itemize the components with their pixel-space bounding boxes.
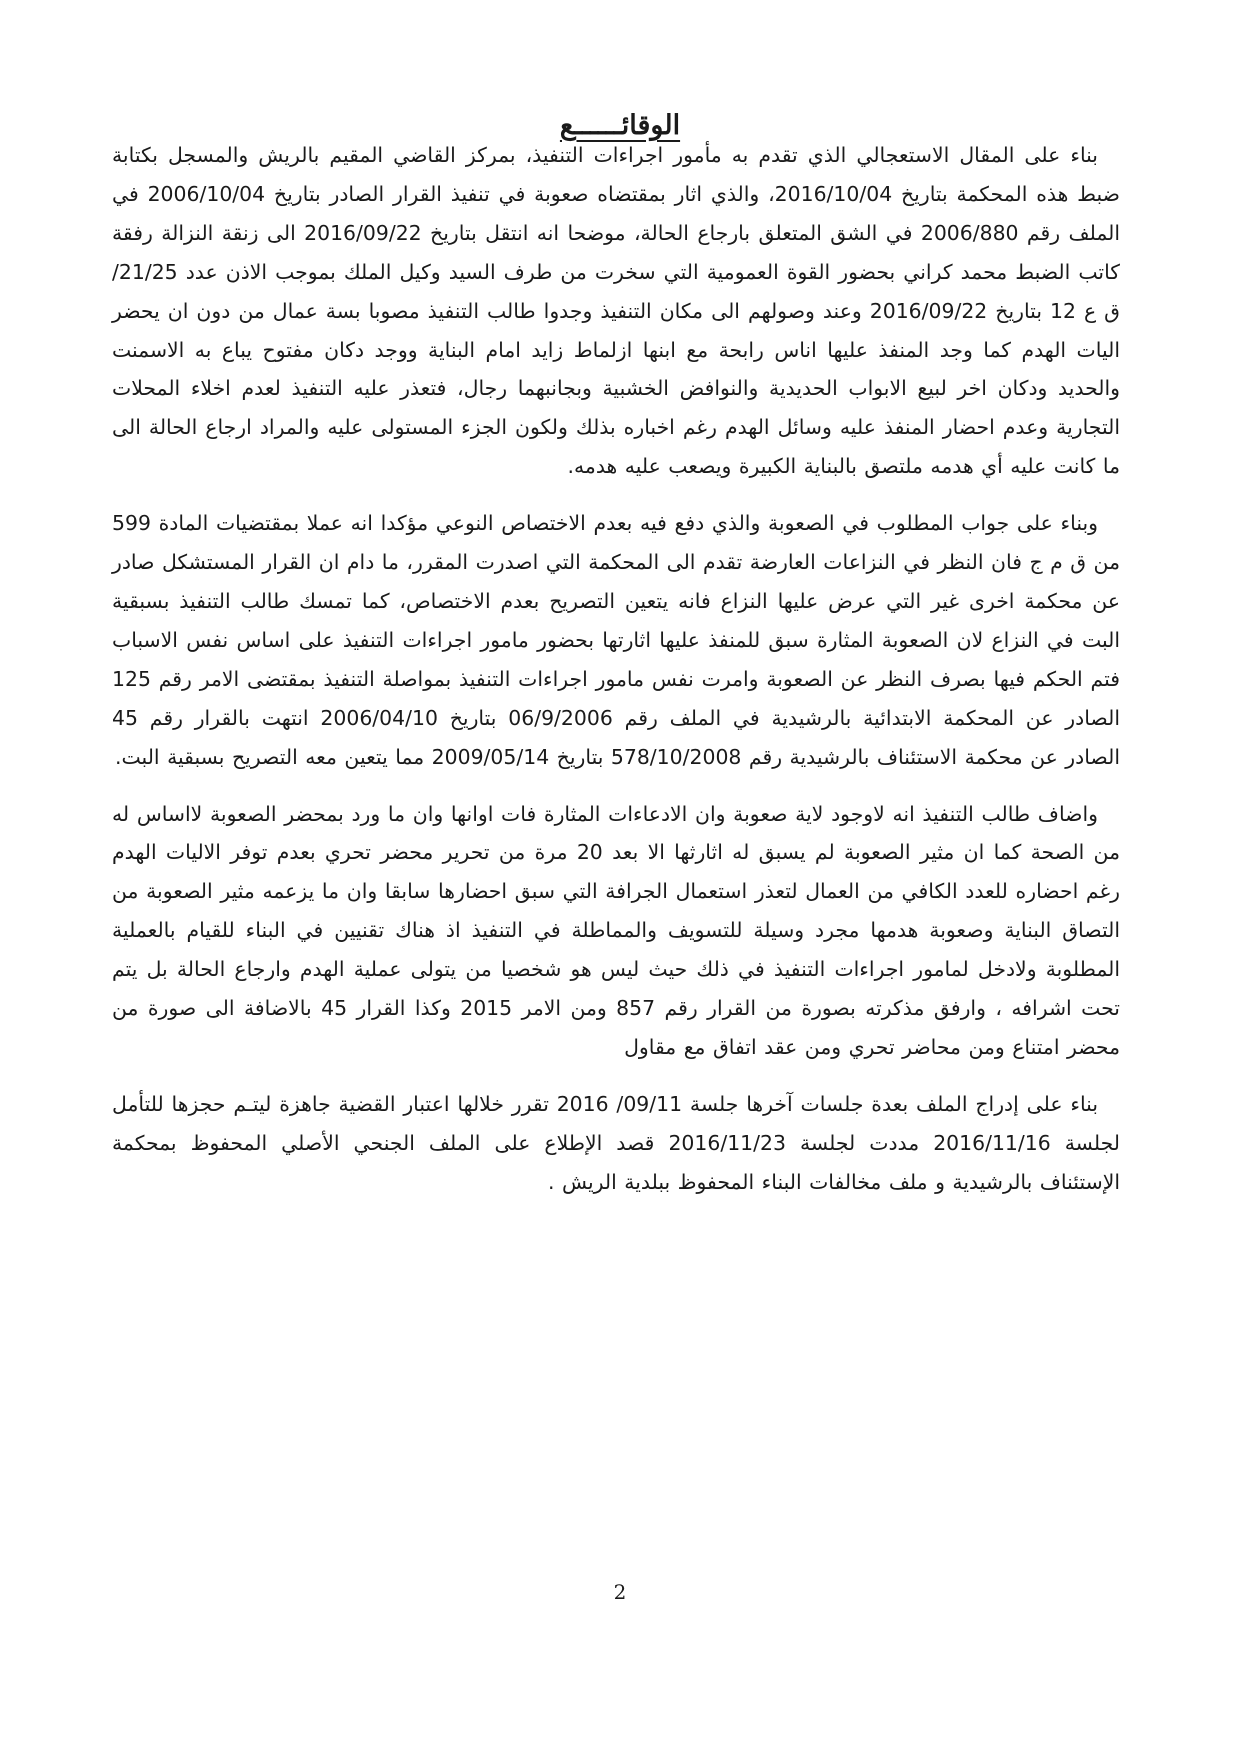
- paragraph-respondent-answer: وبناء على جواب المطلوب في الصعوبة والذي دفع فيه بعدم الاختصاص النوعي مؤكدا انه عملا بمقتضيات المادة 599 من ق م ج فان النظر في النزاعات العارضة تقدم الى المحكمة التي اصدرت المقرر، ما دام ان القرار المستشكل صادر عن محكمة اخرى غير التي عرض عليها النزاع فانه يتعين التصريح بعدم الاختصاص، كما تمسك طالب التنفيذ بسبقية البت في النزاع لان الصعوبة المثارة سبق للمنفذ عليها اثارتها بحضور مامور اجراءات التنفيذ على اساس نفس الاسباب فتم الحكم فيها بصرف النظر عن الصعوبة وامرت نفس مامور اجراءات التنفيذ بمواصلة التنفيذ بمقتضى الامر رقم 125 الصادر عن المحكمة الابتدائية بالرشيدية في الملف رقم 06/9/2006 بتاريخ 2006/04/10 انتهت بالقرار رقم 45 الصادر عن محكمة الاستئناف بالرشيدية رقم 578/10/2008 بتاريخ 2009/05/14 مما يتعين معه التصريح بسبقية البت.: [112, 511, 1120, 769]
- document-title: الوقائــــــع: [559, 110, 681, 142]
- document-body: [112, 136, 1120, 1220]
- paragraph-facts: بناء على المقال الاستعجالي الذي تقدم به مأمور اجراءات التنفيذ، بمركز القاضي المقيم بالريش والمسجل بكتابة ضبط هذه المحكمة بتاريخ 2016/10/04، والذي اثار بمقتضاه صعوبة في تنفيذ القرار الصادر بتاريخ 2006/10/04 في الملف رقم 2006/880 في الشق المتعلق بارجاع الحالة، موضحا انه انتقل بتاريخ 2016/09/22 الى زنقة النزالة رفقة كاتب الضبط محمد كراني بحضور القوة العمومية التي سخرت من طرف السيد وكيل الملك بموجب الاذن عدد 21/25/ ق ع 12 بتاريخ 2016/09/22 وعند وصولهم الى مكان التنفيذ وجدوا طالب التنفيذ مصوبا بسة عمال من دون ان يحضر اليات الهدم كما وجد المنفذ عليها اناس رابحة مع ابنها ازلماط زايد امام البناية ووجد دكان مفتوح يباع به الاسمنت والحديد ودكان اخر لبيع الابواب الحديدية والنوافض الخشبية وبجانبهما رجال، فتعذر عليه التنفيذ لعدم اخلاء المحلات التجارية وعدم احضار المنفذ عليه وسائل الهدم رغم اخباره بذلك ولكون الجزء المستولى عليه والمراد ارجاع الحالة الى ما كانت عليه أي هدمه ملتصق بالبناية الكبيرة ويصعب عليه هدمه.: [112, 143, 1120, 479]
- page-number: 2: [613, 1580, 627, 1604]
- paragraph-hearings: بناء على إدراج الملف بعدة جلسات آخرها جلسة 09/11/ 2016 تقرر خلالها اعتبار القضية جاهزة ليتـم حجزها للتأمل لجلسة 2016/11/16 مددت لجلسة 2016/11/23 قصد الإطلاع على الملف الجنحي الأصلي المحفوظ بمحكمة الإستئناف بالرشيدية و ملف مخالفات البناء المحفوظ ببلدية الريش .: [112, 1091, 1120, 1194]
- paragraph-applicant-addition: واضاف طالب التنفيذ انه لاوجود لاية صعوبة وان الادعاءات المثارة فات اوانها وان ما ورد بمحضر الصعوبة لااساس له من الصحة كما ان مثير الصعوبة لم يسبق له اثارثها الا بعد 20 مرة من تحرير محضر تحري بعدم توفر الاليات الهدم رغم احضاره للعدد الكافي من العمال لتعذر استعمال الجرافة التي سبق احضارها سابقا وان ما يزعمه مثير الصعوبة من التصاق البناية وصعوبة هدمها مجرد وسيلة للتسويف والمماطلة في التنفيذ اذ هناك تقنيين في البناء للقيام بالعملية المطلوبة ولادخل لمامور اجراءات التنفيذ في ذلك حيث ليس هو شخصيا من يتولى عملية الهدم وارجاع الحالة بل يتم تحت اشرافه ، وارفق مذكرته بصورة من القرار رقم 857 ومن الامر 2015 وكذا القرار 45 بالاضافة الى صورة من محضر امتناع ومن محاضر تحري ومن عقد اتفاق مع مقاول: [112, 801, 1120, 1059]
